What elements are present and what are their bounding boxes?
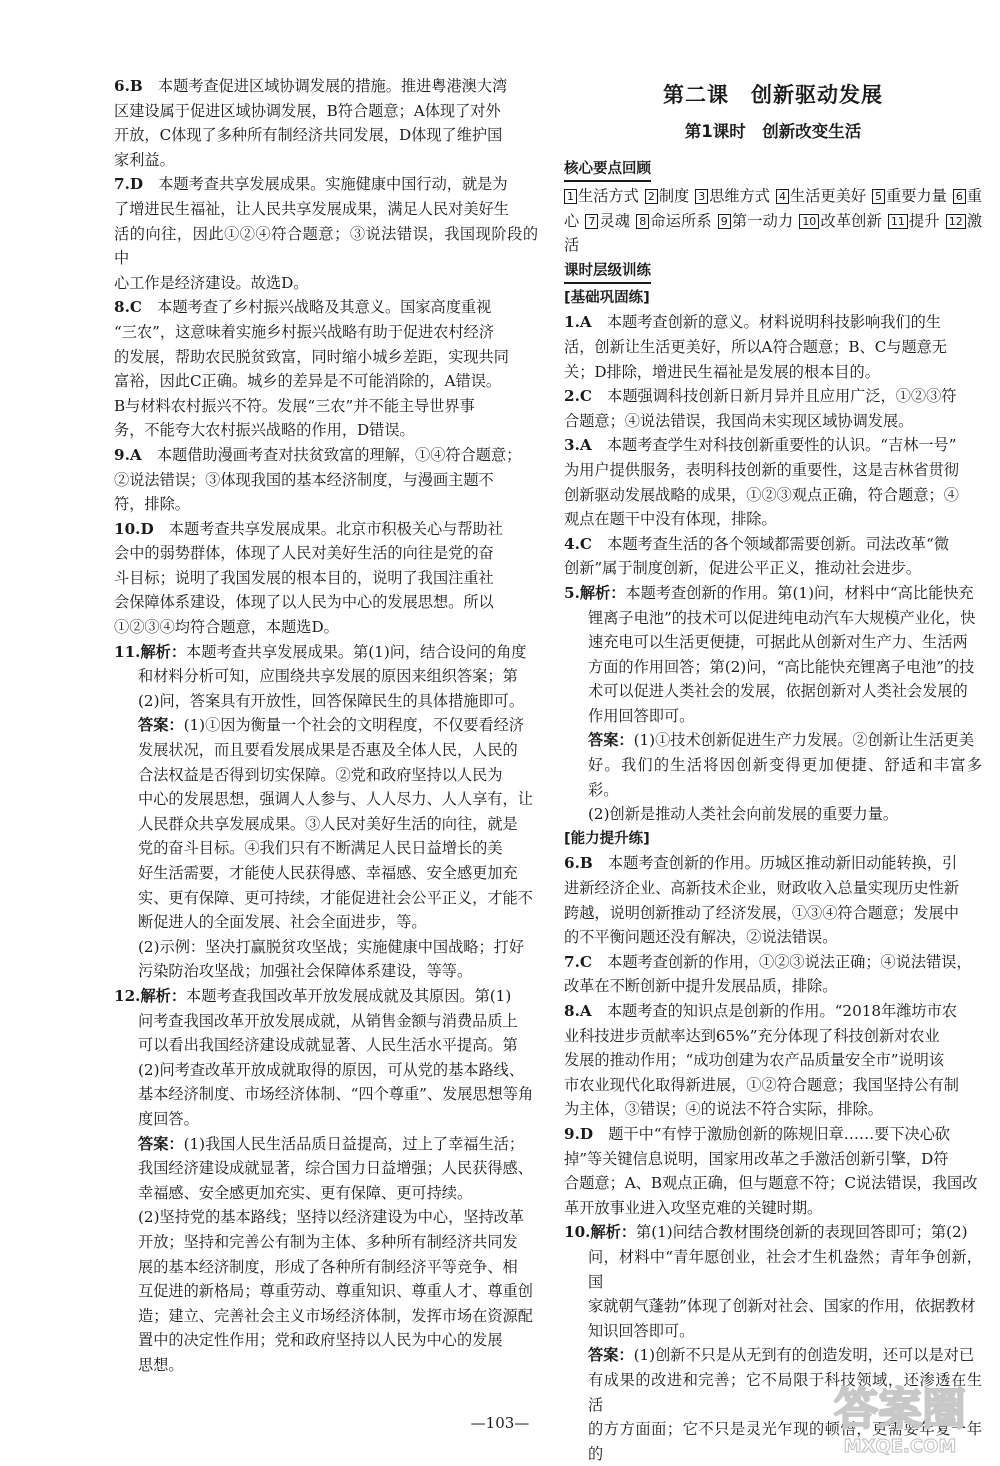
question-line: 会保障体系建设，体现了以人民为中心的发展思想。所以 <box>114 593 494 612</box>
key-point <box>799 212 882 230</box>
question-line: 7.D 本题考查共享发展成果。实施健康中国行动，就是为 <box>114 175 508 194</box>
question-line: ①②③④均符合题意，本题选D。 <box>114 618 339 637</box>
answer-line: (2)示例：坚决打赢脱贫攻坚战；实施健康中国战略；打好 <box>138 937 525 956</box>
analysis-line: 5.解析：本题考查创新的作用。第(1)问，材料中“高比能快充 <box>564 583 974 602</box>
answer-letter: B <box>579 854 593 873</box>
question-line: 合题意；A、B观点正确，但与题意不符；C说法错误，我国改 <box>564 1174 978 1193</box>
question-number: 11. <box>114 642 141 661</box>
answer-line: 合法权益是否得到切实保障。②党和政府坚持以人民为 <box>138 765 503 784</box>
key-point <box>636 212 712 230</box>
analysis-line: 知识回答即可。 <box>588 1321 695 1340</box>
answer-line: 置中的决定性作用；党和政府坚持以人民为中心的发展 <box>138 1331 503 1350</box>
answer-line: 发展状况，而且要看发展成果是否惠及全体人民，人民的 <box>138 741 518 760</box>
key-point-number: 12 <box>946 214 966 229</box>
key-point-number: 9 <box>718 214 731 229</box>
answer-letter: C <box>129 298 142 317</box>
key-point-text: 提升 <box>908 211 940 230</box>
key-point <box>645 187 689 205</box>
analysis-label: 解析： <box>590 1223 636 1242</box>
page-number: —103— <box>470 1414 530 1432</box>
answer-line: 断促进人的全面发展、社会全面进步，等。 <box>138 913 427 932</box>
answer-line: 我国经济建设成就显著，综合国力日益增强；人民获得感、 <box>138 1159 533 1178</box>
analysis-line: (2)问，答案具有开放性，回答保障民生的具体措施即可。 <box>138 691 525 710</box>
answer-line: 实、更有保障、更可持续，才能促进社会公平正义，才能不 <box>138 888 533 907</box>
question-number: 10. <box>114 519 141 538</box>
question-line: 9.D 题干中“有悖于激励创新的陈规旧章……要下决心砍 <box>564 1124 951 1143</box>
question-line: 为用户提供服务，表明科技创新的重要性，这是吉林省贯彻 <box>564 460 959 479</box>
answer-label: 答案： <box>588 1346 634 1365</box>
answer-line: 答案：(1)①技术创新促进生产力发展。②创新让生活更美 <box>588 731 975 750</box>
key-point-number: 10 <box>799 214 819 229</box>
key-point-text: 生活更美好 <box>790 187 867 205</box>
answer-letter: D <box>579 1124 594 1143</box>
question-number: 3. <box>564 436 580 455</box>
answer-line: 思想。 <box>138 1355 184 1374</box>
question-line: ②说法错误；③体现我国的基本经济制度，与漫画主题不 <box>114 470 494 489</box>
key-point <box>695 187 770 205</box>
answer-letter: C <box>579 534 592 553</box>
question-line: 务，不能夸大农村振兴战略的作用，D错误。 <box>114 421 415 440</box>
question-number: 7. <box>114 175 130 194</box>
key-point-number: 5 <box>872 189 885 204</box>
key-point <box>564 187 639 205</box>
key-point-number: 1 <box>564 189 577 204</box>
question-line: 1.A 本题考查创新的意义。材料说明科技影响我们的生 <box>564 313 941 332</box>
watermark-logo <box>810 1372 990 1456</box>
question-number: 6. <box>114 77 130 95</box>
key-point-text: 制度 <box>658 187 690 205</box>
analysis-label: 解析： <box>140 642 186 661</box>
analysis-line: 问考查我国改革开放发展成就，从销售金额与消费品质上 <box>138 1011 518 1030</box>
analysis-label: 解析： <box>140 986 186 1005</box>
answer-line: 党的奋斗目标。④我们只有不断满足人民日益增长的美 <box>138 839 503 858</box>
key-point-text: 重要力量 <box>886 187 947 205</box>
watermark-text: 答案圈 <box>834 1384 966 1435</box>
answer-label: 答案： <box>138 1134 184 1153</box>
question-line: 8.A 本题考查的知识点是创新的作用。“2018年潍坊市农 <box>564 1002 958 1020</box>
answer-line: 开放；坚持和完善公有制为主体、多种所有制经济共同发 <box>138 1232 518 1251</box>
basic-section-heading: [基础巩固练] <box>564 289 650 306</box>
answer-line: 幸福感、安全感更加充实、更有保障、更可持续。 <box>138 1183 473 1202</box>
analysis-line: 基本经济制度、市场经济体制、“四个尊重”、发展思想等角 <box>138 1085 534 1104</box>
key-point-text: 思维方式 <box>709 187 771 205</box>
key-point-text: 改革创新 <box>820 211 882 230</box>
answer-letter: A <box>579 436 592 455</box>
training-heading: 课时层级训练 <box>564 260 651 284</box>
answer-letter: D <box>129 175 144 194</box>
question-line: 观点在题干中没有体现，排除。 <box>564 510 777 529</box>
key-point-text: 第一动力 <box>731 211 794 230</box>
answer-line: 中心的发展思想，强调人人参与、人人尽力、人人享有，让 <box>138 790 533 809</box>
question-number: 8. <box>564 1002 580 1020</box>
key-point-text: 重心 <box>564 187 983 230</box>
question-line: 革开放事业进入攻坚克难的关键时期。 <box>564 1198 823 1217</box>
question-number: 10. <box>564 1223 591 1242</box>
answer-letter: A <box>579 1002 592 1020</box>
analysis-line: 可以看出我国经济建设成就显著、人民生活水平提高。第 <box>138 1036 518 1055</box>
question-number: 4. <box>564 534 580 553</box>
answer-line: 好生活需要，才能使人民获得感、幸福感、安全感更加充 <box>138 864 518 882</box>
question-line: 开放，C体现了多种所有制经济共同发展，D体现了维护国 <box>114 126 503 145</box>
key-point-number: 4 <box>776 189 789 204</box>
analysis-line: 11.解析：本题考查共享发展成果。第(1)问，结合设问的角度 <box>114 642 527 661</box>
answer-letter: C <box>579 387 592 406</box>
ability-section-heading: [能力提升练] <box>564 830 650 847</box>
question-line: 掉”等关键信息说明，国家用改革之手激活创新引擎，D符 <box>564 1149 949 1168</box>
question-line: “三农”，这意味着实施乡村振兴战略有助于促进农村经济 <box>114 322 495 341</box>
question-line: 8.C 本题考查了乡村振兴战略及其意义。国家高度重视 <box>114 298 492 317</box>
question-line: 9.A 本题借助漫画考查对扶贫致富的理解，①④符合题意； <box>114 445 522 464</box>
key-point-number: 7 <box>585 214 598 229</box>
answer-letter: A <box>579 313 592 332</box>
analysis-line: 方面的作用回答；第(2)问，“高比能快充锂离子电池”的技 <box>588 657 975 676</box>
question-line: 进新经济企业、高新技术企业，财政收入总量实现历史性新 <box>564 879 959 898</box>
question-line: 会中的弱势群体，体现了人民对美好生活的向往是党的奋 <box>114 544 494 563</box>
answer-label: 答案： <box>138 716 184 735</box>
answer-line: 造；建立、完善社会主义市场经济体制，发挥市场在资源配 <box>138 1306 533 1325</box>
right-column <box>564 74 982 1466</box>
question-line: 为主体，③错误；④的说法不符合实际，排除。 <box>564 1100 883 1119</box>
question-line: 合题意；④说法错误，我国尚未实现区域协调发展。 <box>564 411 914 430</box>
answer-line: 污染防治攻坚战；加强社会保障体系建设，等等。 <box>138 962 473 981</box>
analysis-line: 度回答。 <box>138 1109 199 1128</box>
key-point <box>888 212 940 230</box>
question-line: 6.B 本题考查创新的作用。历城区推动新旧动能转换，引 <box>564 854 958 873</box>
question-number: 12. <box>114 986 141 1005</box>
key-point <box>776 187 866 205</box>
question-line: 6.B 本题考查促进区域协调发展的措施。推进粤港澳大湾 <box>114 77 508 95</box>
question-number: 8. <box>114 298 130 317</box>
question-number: 5. <box>564 583 580 602</box>
question-line: 的发展，帮助农民脱贫致富，同时缩小城乡差距，实现共同 <box>114 347 509 366</box>
analysis-line: 问，材料中“青年愿创业，社会才生机盎然；青年争创新，国 <box>588 1247 982 1291</box>
key-point <box>585 212 630 230</box>
analysis-line: 家就朝气蓬勃”体现了创新对社会、国家的作用，依据教材 <box>588 1297 976 1316</box>
answer-line: 答案：(1)我国人民生活品质日益提高，过上了幸福生活； <box>138 1134 525 1153</box>
key-point-text: 灵魂 <box>599 211 631 230</box>
question-line: 7.C 本题考查创新的作用，①②③说法正确；④说法错误， <box>564 952 972 971</box>
left-column <box>114 74 538 1377</box>
analysis-line: 锂离子电池”的技术可以促进纯电动汽车大规模产业化，快 <box>588 608 976 627</box>
analysis-line: 速充电可以生活更便捷，可据此从创新对生产力、生活两 <box>588 633 968 652</box>
answer-line: 答案：(1)①因为衡量一个社会的文明程度，不仅要看经济 <box>138 716 525 735</box>
answer-line: (2)创新是推动人类社会向前发展的重要力量。 <box>588 805 899 824</box>
key-point-number: 6 <box>953 189 966 204</box>
answer-letter: D <box>140 519 154 538</box>
answer-line: 好。我们的生活将因创新变得更加便捷、舒适和丰富多彩。 <box>588 756 982 799</box>
question-number: 9. <box>114 445 130 464</box>
question-line: 跨越，说明创新推动了经济发展，①③④符合题意；发展中 <box>564 903 959 922</box>
question-line: 发展的推动作用；“成功创建为农产品质量安全市”说明该 <box>564 1051 945 1070</box>
question-number: 1. <box>564 313 580 332</box>
analysis-line: 作用回答即可。 <box>588 706 695 725</box>
analysis-line: (2)问考查改革开放成就取得的原因，可从党的基本路线、 <box>138 1060 525 1079</box>
analysis-line: 术可以促进人类社会的发展，依据创新对人类社会发展的 <box>588 682 968 701</box>
answer-letter: A <box>129 445 142 464</box>
answer-line: 人民群众共享发展成果。③人民对美好生活的向往，就是 <box>138 814 518 833</box>
answer-label: 答案： <box>588 731 634 750</box>
question-line: B与材料农村振兴不符。发展“三农”并不能主导世界事 <box>114 396 475 415</box>
analysis-line: 10.解析：第(1)问结合教材围绕创新的表现回答即可；第(2) <box>564 1223 968 1242</box>
question-number: 6. <box>564 854 580 873</box>
answer-line: 有成果的改进和完善；它不局限于科技领域，还渗透在生活 <box>588 1370 982 1414</box>
question-line: 市农业现代化取得新进展，①②符合题意；我国坚持公有制 <box>564 1075 959 1094</box>
question-line: 创新驱动发展战略的成果，①②③观点正确，符合题意；④ <box>564 485 959 504</box>
question-line: 富裕，因此C正确。城乡的差异是不可能消除的，A错误。 <box>114 372 502 391</box>
question-number: 2. <box>564 387 580 406</box>
question-line: 创新”属于制度创新，促进公平正义，推动社会进步。 <box>564 559 922 578</box>
question-number: 7. <box>564 952 580 971</box>
answer-letter: C <box>579 952 592 971</box>
question-line: 活，创新让生活更美好，所以A符合题意；B、C与题意无 <box>564 337 948 356</box>
key-points-heading: 核心要点回顾 <box>564 158 651 182</box>
question-line: 10.D 本题考查共享发展成果。北京市积极关心与帮助社 <box>114 519 503 538</box>
question-line: 心工作是经济建设。故选D。 <box>114 273 309 292</box>
lesson-title: 第二课 创新驱动发展 <box>663 83 883 107</box>
analysis-label: 解析： <box>579 583 626 602</box>
key-point-number: 8 <box>636 214 649 229</box>
key-point <box>718 212 794 230</box>
question-line: 改革在不断创新中提升发展品质，排除。 <box>564 977 838 996</box>
key-point-number: 11 <box>888 214 908 229</box>
question-line: 的不平衡问题还没有解决，②说法错误。 <box>564 928 838 947</box>
question-line: 3.A 本题考查学生对科技创新重要性的认识。“吉林一号” <box>564 436 957 455</box>
key-point-number: 3 <box>695 189 708 204</box>
question-line: 4.C 本题考查生活的各个领域都需要创新。司法改革“微 <box>564 534 950 553</box>
answer-line: 的方方面面；它不只是灵光乍现的顿悟，更需要年复一年的 <box>588 1420 982 1463</box>
analysis-line: 和材料分析可知，应围绕共享发展的原因来组织答案；第 <box>138 667 518 686</box>
key-point-text: 生活方式 <box>578 187 639 205</box>
answer-letter: B <box>129 77 143 95</box>
answer-line: (2)坚持党的基本路线；坚持以经济建设为中心，坚持改革 <box>138 1208 525 1227</box>
question-line: 区建设属于促进区域协调发展，B符合题意；A体现了对外 <box>114 101 501 120</box>
answer-line: 互促进的新格局；尊重劳动、尊重知识、尊重人才、尊重创 <box>138 1282 533 1301</box>
key-points-list <box>564 184 982 258</box>
key-point-text: 命运所系 <box>650 211 712 230</box>
analysis-line: 12.解析：本题考查我国改革开放发展成就及其原因。第(1) <box>114 986 512 1005</box>
question-line: 斗目标；说明了我国发展的根本目的，说明了我国注重社 <box>114 568 494 587</box>
key-point-text: 激活 <box>564 211 983 255</box>
question-line: 业科技进步贡献率达到65%”充分体现了科技创新对农业 <box>564 1026 940 1045</box>
question-line: 活的向往，因此①②④符合题意；③说法错误，我国现阶段的中 <box>114 224 538 268</box>
key-point <box>872 187 947 205</box>
question-number: 9. <box>564 1124 580 1143</box>
key-point-number: 2 <box>645 189 658 204</box>
session-title: 第1课时 创新改变生活 <box>684 122 862 141</box>
answer-line: 答案：(1)创新不只是从无到有的创造发明，还可以是对已 <box>588 1346 975 1365</box>
question-line: 家利益。 <box>114 150 175 169</box>
question-line: 关；D排除，增进民生福祉是发展的根本目的。 <box>564 362 880 381</box>
question-line: 2.C 本题强调科技创新日新月异并且应用广泛，①②③符 <box>564 387 957 406</box>
watermark-sub: MXQE.COM <box>843 1436 957 1456</box>
answer-line: 展的基本经济制度，形成了各种所有制经济平等竞争、相 <box>138 1257 518 1276</box>
question-line: 符，排除。 <box>114 495 190 514</box>
question-line: 了增进民生福祉，让人民共享发展成果，满足人民对美好生 <box>114 199 509 218</box>
